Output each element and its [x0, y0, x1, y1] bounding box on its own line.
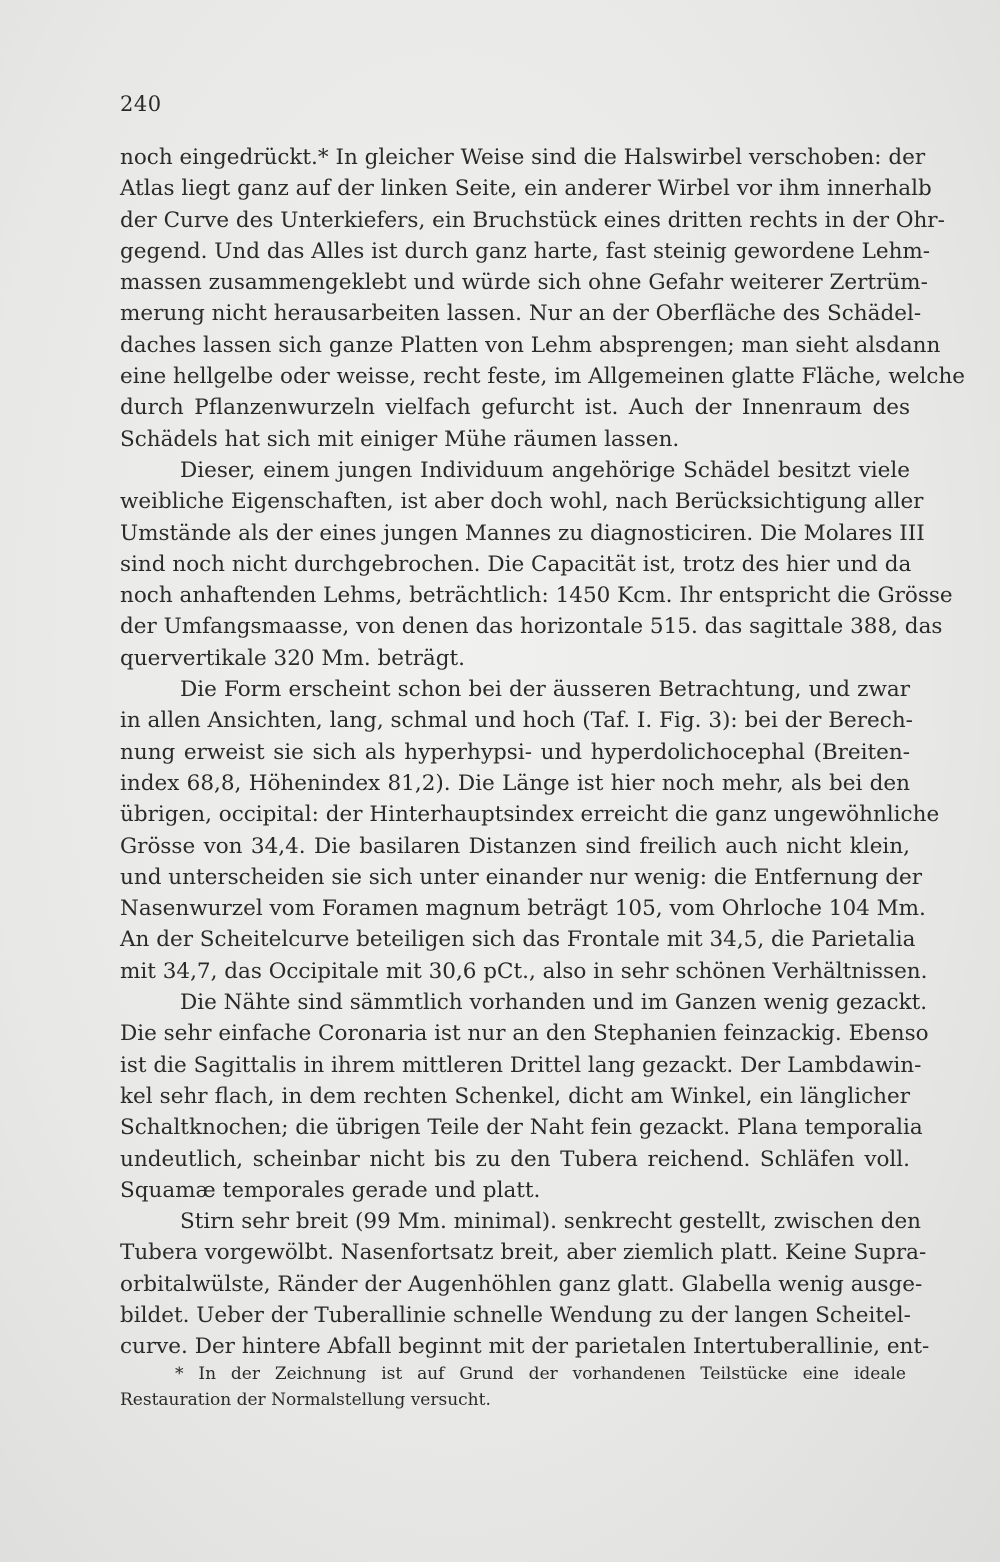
- text-line: Schädels hat sich mit einiger Mühe räumen lassen.: [120, 426, 680, 452]
- text-line: weibliche Eigenschaften, ist aber doch wohl, nach Berücksichtigung aller: [120, 489, 924, 515]
- text-line: Umstände als der eines jungen Mannes zu diagnosticiren. Die Molares III: [120, 520, 925, 546]
- text-line: noch anhaftenden Lehms, beträchtlich: 1450 Kcm. Ihr entspricht die Grösse: [120, 583, 953, 609]
- text-line: Dieser, einem jungen Individuum angehörige Schädel besitzt viele: [180, 457, 910, 483]
- text-line: Stirn sehr breit (99 Mm. minimal). senkrecht gestellt, zwischen den: [180, 1209, 922, 1235]
- text-line: undeutlich, scheinbar nicht bis zu den Tubera reichend. Schläfen voll.: [120, 1146, 910, 1172]
- text-line: Die Form erscheint schon bei der äusseren Betrachtung, und zwar: [180, 677, 910, 703]
- text-line: index 68,8, Höhenindex 81,2). Die Länge ist hier noch mehr, als bei den: [120, 770, 910, 796]
- text-line: Grösse von 34,4. Die basilaren Distanzen sind freilich auch nicht klein,: [120, 833, 910, 859]
- text-line: merung nicht herausarbeiten lassen. Nur an der Oberfläche des Schädel-: [120, 301, 922, 327]
- text-line: der Umfangsmaasse, von denen das horizontale 515. das sagittale 388, das: [120, 614, 943, 640]
- footnote-line: * In der Zeichnung ist auf Grund der vorhandenen Teilstücke eine ideale: [175, 1364, 906, 1384]
- text-line: curve. Der hintere Abfall beginnt mit der parietalen Intertuberallinie, ent-: [120, 1334, 930, 1360]
- paragraph: [120, 987, 929, 1206]
- text-line: mit 34,7, das Occipitale mit 30,6 pCt., also in sehr schönen Verhältnissen.: [120, 958, 928, 984]
- text-line: orbitalwülste, Ränder der Augenhöhlen ganz glatt. Glabella wenig ausge-: [120, 1271, 923, 1297]
- text-line: der Curve des Unterkiefers, ein Bruchstück eines dritten rechts in der Ohr-: [120, 207, 945, 233]
- text-line: Nasenwurzel vom Foramen magnum beträgt 105, vom Ohrloche 104 Mm.: [120, 896, 926, 922]
- paragraph: [120, 455, 953, 674]
- text-line: quervertikale 320 Mm. beträgt.: [120, 645, 465, 671]
- text-line: sind noch nicht durchgebrochen. Die Capacität ist, trotz des hier und da: [120, 551, 912, 577]
- text-line: Die sehr einfache Coronaria ist nur an den Stephanien feinzackig. Ebenso: [120, 1021, 929, 1047]
- paragraph: [120, 142, 966, 455]
- body-text: [120, 142, 966, 1363]
- text-line: Tubera vorgewölbt. Nasenfortsatz breit, aber ziemlich platt. Keine Supra-: [120, 1240, 927, 1266]
- text-line: Die Nähte sind sämmtlich vorhanden und im Ganzen wenig gezackt.: [180, 990, 928, 1016]
- text-line: Schaltknochen; die übrigen Teile der Naht fein gezackt. Plana temporalia: [120, 1115, 923, 1141]
- text-line: noch eingedrückt.* In gleicher Weise sind die Halswirbel verschoben: der: [120, 145, 926, 170]
- footnote: [120, 1361, 906, 1413]
- text-line: und unterscheiden sie sich unter einander nur wenig: die Entfernung der: [120, 864, 923, 890]
- text-line: Squamæ temporales gerade und platt.: [120, 1177, 541, 1203]
- text-line: daches lassen sich ganze Platten von Lehm absprengen; man sieht alsdann: [120, 332, 941, 358]
- text-line: Atlas liegt ganz auf der linken Seite, ein anderer Wirbel vor ihm innerhalb: [120, 176, 932, 202]
- text-line: in allen Ansichten, lang, schmal und hoch (Taf. I. Fig. 3): bei der Berech-: [120, 708, 913, 734]
- text-line: eine hellgelbe oder weisse, recht feste, im Allgemeinen glatte Fläche, welche: [120, 364, 966, 390]
- page-number: 240: [120, 92, 162, 116]
- paragraph: [120, 674, 940, 987]
- paragraph: [120, 1206, 930, 1362]
- text-line: massen zusammengeklebt und würde sich ohne Gefahr weiterer Zertrüm-: [120, 270, 928, 296]
- text-line: An der Scheitelcurve beteiligen sich das Frontale mit 34,5, die Parietalia: [120, 927, 916, 953]
- text-line: übrigen, occipital: der Hinterhauptsindex erreicht die ganz ungewöhnliche: [120, 802, 940, 828]
- text-line: durch Pflanzenwurzeln vielfach gefurcht ist. Auch der Innenraum des: [120, 395, 910, 421]
- text-line: ist die Sagittalis in ihrem mittleren Drittel lang gezackt. Der Lambdawin-: [120, 1052, 922, 1078]
- text-line: nung erweist sie sich als hyperhypsi- und hyperdolichocephal (Breiten-: [120, 739, 910, 765]
- text-line: kel sehr flach, in dem rechten Schenkel, dicht am Winkel, ein länglicher: [120, 1083, 910, 1109]
- footnote-line: Restauration der Normalstellung versucht.: [120, 1390, 491, 1410]
- text-line: bildet. Ueber der Tuberallinie schnelle Wendung zu der langen Scheitel-: [120, 1302, 911, 1328]
- text-line: gegend. Und das Alles ist durch ganz harte, fast steinig gewordene Lehm-: [120, 238, 931, 264]
